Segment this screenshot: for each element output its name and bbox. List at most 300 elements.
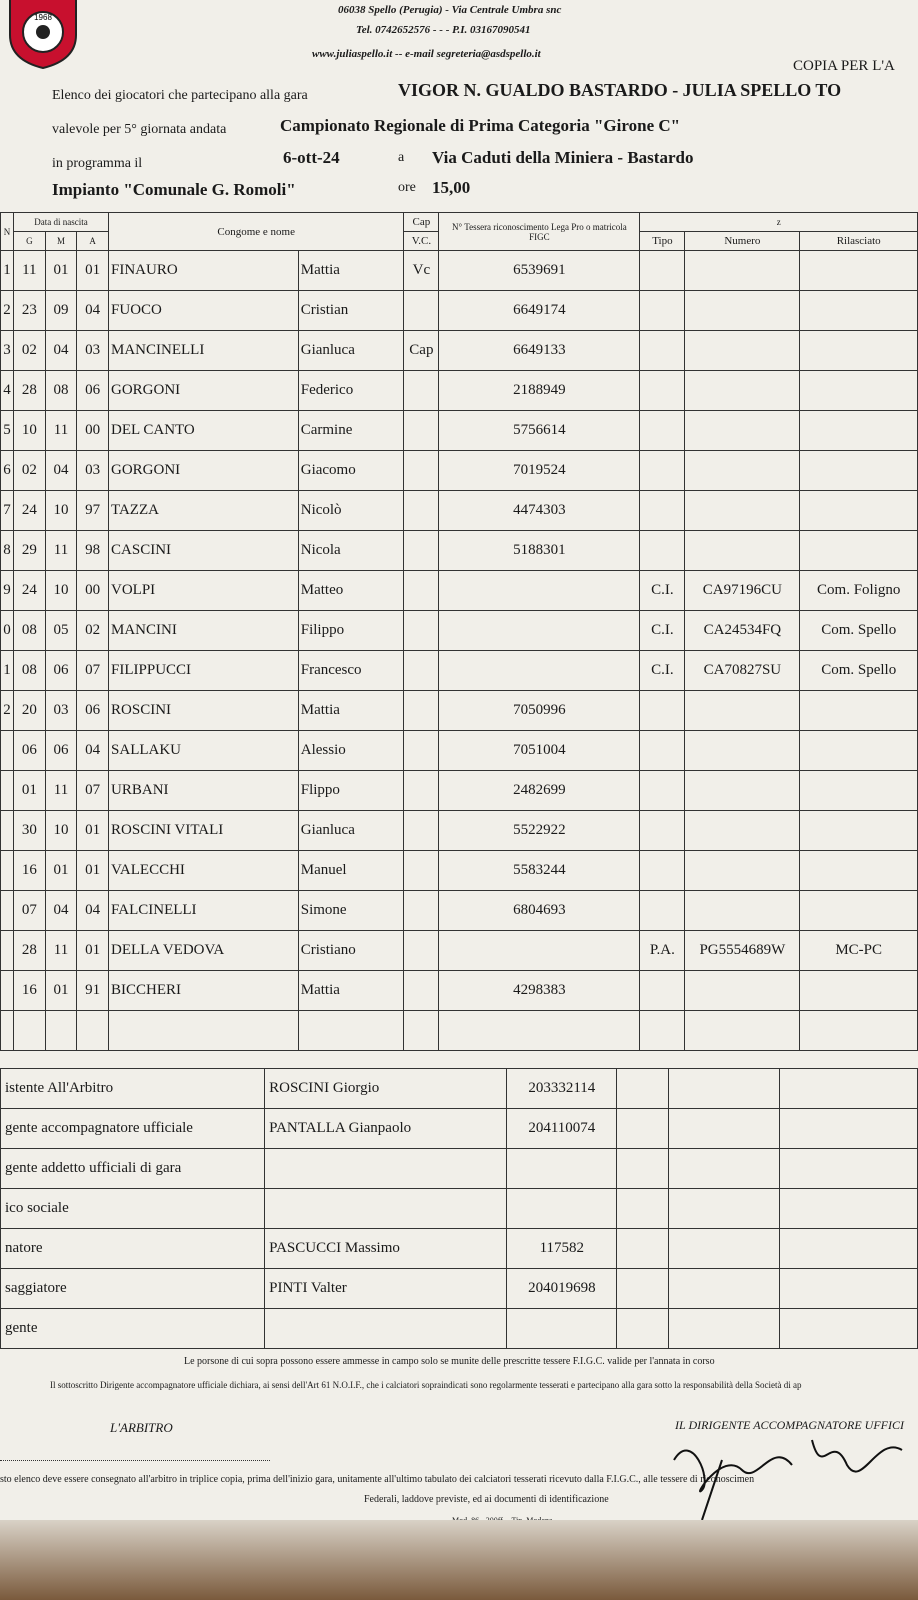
player-number (1, 851, 14, 891)
birth-year: 03 (77, 451, 109, 491)
card-number: 5188301 (439, 531, 640, 571)
player-surname: ROSCINI (109, 691, 299, 731)
birth-month: 04 (45, 451, 77, 491)
birth-day: 06 (14, 731, 46, 771)
captain-mark (404, 691, 439, 731)
doc-type (640, 971, 685, 1011)
col-name: Congome e nome (109, 213, 404, 251)
player-row (1, 531, 918, 571)
player-number: 2 (1, 291, 14, 331)
doc-type (640, 891, 685, 931)
players-table (0, 212, 918, 1051)
match-time: 15,00 (432, 178, 471, 197)
player-number (1, 971, 14, 1011)
captain-mark (404, 811, 439, 851)
player-first-name: Mattia (298, 691, 404, 731)
birth-year: 07 (77, 771, 109, 811)
doc-issued-by (800, 331, 918, 371)
card-number: 6649133 (439, 331, 640, 371)
match-title: VIGOR N. GUALDO BASTARDO - JULIA SPELLO TO (398, 80, 842, 100)
staff-row (1, 1109, 918, 1149)
doc-number (685, 531, 800, 571)
player-surname: FUOCO (109, 291, 299, 331)
birth-day: 10 (14, 411, 46, 451)
staff-blank-1 (617, 1109, 669, 1149)
player-row (1, 651, 918, 691)
staff-row (1, 1269, 918, 1309)
birth-year: 01 (77, 931, 109, 971)
staff-blank-1 (617, 1269, 669, 1309)
player-number: 1 (1, 251, 14, 291)
staff-card: 203332114 (507, 1069, 617, 1109)
card-number: 7019524 (439, 451, 640, 491)
card-number: 6649174 (439, 291, 640, 331)
player-surname: ROSCINI VITALI (109, 811, 299, 851)
staff-name: PANTALLA Gianpaolo (265, 1109, 507, 1149)
birth-year: 03 (77, 331, 109, 371)
staff-row (1, 1149, 918, 1189)
doc-number (685, 491, 800, 531)
staff-row (1, 1309, 918, 1349)
player-row (1, 731, 918, 771)
doc-type (640, 251, 685, 291)
player-row (1, 691, 918, 731)
birth-day: 23 (14, 291, 46, 331)
staff-blank-3 (779, 1229, 917, 1269)
player-first-name: Cristiano (298, 931, 404, 971)
doc-type (640, 731, 685, 771)
staff-card: 204110074 (507, 1109, 617, 1149)
doc-number (685, 891, 800, 931)
doc-number: CA70827SU (685, 651, 800, 691)
staff-blank-3 (779, 1069, 917, 1109)
doc-type (640, 291, 685, 331)
birth-month: 11 (45, 531, 77, 571)
birth-day: 01 (14, 771, 46, 811)
doc-issued-by: MC-PC (800, 931, 918, 971)
birth-month: 01 (45, 251, 77, 291)
footer-note-4: Federali, laddove previste, ed ai documenti di identificazione (364, 1494, 609, 1505)
program-label: in programma il (52, 156, 143, 171)
doc-number: CA97196CU (685, 571, 800, 611)
player-number: 6 (1, 451, 14, 491)
staff-blank-2 (668, 1269, 779, 1309)
doc-issued-by (800, 1011, 918, 1051)
player-first-name: Manuel (298, 851, 404, 891)
card-number: 4474303 (439, 491, 640, 531)
doc-number (685, 291, 800, 331)
birth-year: 06 (77, 371, 109, 411)
birth-year (77, 1011, 109, 1051)
footer-note-2: Il sottoscritto Dirigente accompagnatore ufficiale dichiara, ai sensi dell'Art 61 N.O.I.F., che i calciatori sopraindicati sono regolarmente tesserati e partecipano alla gara sotto la responsabilità della Società di ap (50, 1380, 802, 1390)
player-surname: BICCHERI (109, 971, 299, 1011)
club-address: 06038 Spello (Perugia) - Via Centrale Umbra snc (338, 4, 562, 16)
birth-year: 98 (77, 531, 109, 571)
captain-mark (404, 451, 439, 491)
doc-type (640, 371, 685, 411)
doc-issued-by (800, 491, 918, 531)
staff-table (0, 1068, 918, 1349)
birth-year: 02 (77, 611, 109, 651)
player-row (1, 891, 918, 931)
staff-name: PINTI Valter (265, 1269, 507, 1309)
staff-card (507, 1189, 617, 1229)
card-number (439, 1011, 640, 1051)
birth-month: 06 (45, 731, 77, 771)
manager-label: IL DIRIGENTE ACCOMPAGNATORE UFFICI (675, 1418, 905, 1432)
referee-label: L'ARBITRO (110, 1420, 173, 1435)
player-row (1, 571, 918, 611)
birth-year: 01 (77, 851, 109, 891)
captain-mark (404, 291, 439, 331)
doc-type: C.I. (640, 611, 685, 651)
doc-type (640, 411, 685, 451)
birth-month: 10 (45, 491, 77, 531)
player-number: 3 (1, 331, 14, 371)
doc-type: C.I. (640, 651, 685, 691)
doc-type (640, 771, 685, 811)
staff-role: ico sociale (1, 1189, 265, 1229)
valid-label: valevole per 5° giornata andata (52, 122, 227, 137)
staff-blank-3 (779, 1149, 917, 1189)
birth-day: 16 (14, 851, 46, 891)
player-row (1, 491, 918, 531)
card-number (439, 931, 640, 971)
staff-blank-1 (617, 1069, 669, 1109)
birth-day: 29 (14, 531, 46, 571)
player-surname: TAZZA (109, 491, 299, 531)
player-first-name: Filippo (298, 611, 404, 651)
doc-number (685, 331, 800, 371)
card-number: 5583244 (439, 851, 640, 891)
player-first-name: Matteo (298, 571, 404, 611)
staff-blank-2 (668, 1309, 779, 1349)
birth-month: 10 (45, 811, 77, 851)
player-row (1, 291, 918, 331)
player-first-name: Nicola (298, 531, 404, 571)
table-surface (0, 1520, 918, 1600)
captain-mark (404, 891, 439, 931)
birth-month: 11 (45, 931, 77, 971)
player-first-name: Simone (298, 891, 404, 931)
col-z: z (640, 213, 918, 232)
staff-row (1, 1229, 918, 1269)
captain-mark (404, 571, 439, 611)
birth-month: 11 (45, 771, 77, 811)
player-first-name: Cristian (298, 291, 404, 331)
doc-type (640, 851, 685, 891)
staff-name: ROSCINI Giorgio (265, 1069, 507, 1109)
card-number: 7050996 (439, 691, 640, 731)
doc-issued-by (800, 371, 918, 411)
doc-type (640, 491, 685, 531)
player-surname: GORGONI (109, 451, 299, 491)
doc-issued-by: Com. Spello (800, 611, 918, 651)
doc-issued-by (800, 291, 918, 331)
birth-month (45, 1011, 77, 1051)
staff-name: PASCUCCI Massimo (265, 1229, 507, 1269)
staff-blank-2 (668, 1229, 779, 1269)
player-number: 4 (1, 371, 14, 411)
staff-blank-2 (668, 1189, 779, 1229)
player-number (1, 811, 14, 851)
player-row (1, 971, 918, 1011)
staff-row (1, 1189, 918, 1229)
player-number (1, 891, 14, 931)
birth-year: 01 (77, 811, 109, 851)
player-row (1, 251, 918, 291)
doc-number (685, 731, 800, 771)
player-row (1, 371, 918, 411)
doc-type (640, 531, 685, 571)
player-row (1, 331, 918, 371)
card-number: 2482699 (439, 771, 640, 811)
birth-year: 97 (77, 491, 109, 531)
player-number (1, 771, 14, 811)
championship: Campionato Regionale di Prima Categoria "Girone C" (280, 116, 681, 135)
club-phone: Tel. 0742652576 - - - P.I. 03167090541 (356, 24, 531, 36)
player-surname: DELLA VEDOVA (109, 931, 299, 971)
doc-issued-by (800, 731, 918, 771)
birth-day: 08 (14, 651, 46, 691)
card-number: 6804693 (439, 891, 640, 931)
card-number (439, 651, 640, 691)
birth-month: 04 (45, 891, 77, 931)
captain-mark: Cap (404, 331, 439, 371)
card-number: 5522922 (439, 811, 640, 851)
staff-blank-1 (617, 1149, 669, 1189)
captain-mark: Vc (404, 251, 439, 291)
footer-note-1: Le porsone di cui sopra possono essere ammesse in campo solo se munite delle prescritte tessere F.I.G.C. valide per l'annata in corso (184, 1356, 715, 1367)
player-row (1, 771, 918, 811)
logo-year: 1968 (34, 13, 52, 22)
birth-year: 00 (77, 571, 109, 611)
player-first-name: Gianluca (298, 331, 404, 371)
doc-type (640, 811, 685, 851)
staff-role: gente accompagnatore ufficiale (1, 1109, 265, 1149)
player-surname: FINAURO (109, 251, 299, 291)
birth-year: 04 (77, 731, 109, 771)
doc-issued-by: Com. Spello (800, 651, 918, 691)
card-number: 6539691 (439, 251, 640, 291)
staff-name (265, 1149, 507, 1189)
player-row (1, 811, 918, 851)
player-first-name: Mattia (298, 971, 404, 1011)
staff-blank-3 (779, 1309, 917, 1349)
birth-year: 07 (77, 651, 109, 691)
staff-role: istente All'Arbitro (1, 1069, 265, 1109)
staff-role: gente addetto ufficiali di gara (1, 1149, 265, 1189)
doc-number (685, 691, 800, 731)
doc-type: C.I. (640, 571, 685, 611)
doc-number: CA24534FQ (685, 611, 800, 651)
birth-day: 07 (14, 891, 46, 931)
doc-issued-by (800, 531, 918, 571)
player-row (1, 451, 918, 491)
birth-month: 10 (45, 571, 77, 611)
player-first-name: Carmine (298, 411, 404, 451)
player-surname: GORGONI (109, 371, 299, 411)
doc-type (640, 451, 685, 491)
card-number (439, 611, 640, 651)
birth-year: 04 (77, 891, 109, 931)
doc-number (685, 811, 800, 851)
doc-issued-by (800, 811, 918, 851)
captain-mark (404, 931, 439, 971)
doc-issued-by (800, 971, 918, 1011)
birth-year: 06 (77, 691, 109, 731)
col-vc: V.C. (404, 232, 439, 251)
footer-note-3: sto elenco deve essere consegnato all'arbitro in triplice copia, prima dell'inizio gara, unitamente all'ultimo tabulato dei calciatori tesserati ricevuto dalla F.I.G.C., alle tessere di riconoscimen (0, 1474, 755, 1485)
player-surname: DEL CANTO (109, 411, 299, 451)
captain-mark (404, 971, 439, 1011)
col-dob: Data di nascita (14, 213, 109, 232)
player-first-name: Federico (298, 371, 404, 411)
player-first-name: Flippo (298, 771, 404, 811)
player-surname: VOLPI (109, 571, 299, 611)
doc-type (640, 691, 685, 731)
col-n: N (1, 213, 14, 251)
player-row (1, 931, 918, 971)
staff-row (1, 1069, 918, 1109)
player-row (1, 611, 918, 651)
player-surname: FALCINELLI (109, 891, 299, 931)
staff-blank-3 (779, 1189, 917, 1229)
player-surname: MANCINI (109, 611, 299, 651)
birth-month: 01 (45, 851, 77, 891)
player-row (1, 411, 918, 451)
birth-month: 06 (45, 651, 77, 691)
player-number (1, 731, 14, 771)
doc-issued-by (800, 851, 918, 891)
card-number (439, 571, 640, 611)
card-number: 5756614 (439, 411, 640, 451)
player-first-name: Alessio (298, 731, 404, 771)
player-number: 9 (1, 571, 14, 611)
birth-day: 11 (14, 251, 46, 291)
staff-card (507, 1309, 617, 1349)
doc-issued-by (800, 451, 918, 491)
captain-mark (404, 411, 439, 451)
birth-month: 03 (45, 691, 77, 731)
birth-day: 20 (14, 691, 46, 731)
doc-issued-by (800, 691, 918, 731)
player-row (1, 1011, 918, 1051)
birth-day: 24 (14, 491, 46, 531)
staff-blank-2 (668, 1109, 779, 1149)
doc-issued-by (800, 891, 918, 931)
birth-day: 02 (14, 331, 46, 371)
staff-blank-1 (617, 1189, 669, 1229)
player-first-name: Gianluca (298, 811, 404, 851)
club-web: www.juliaspello.it -- e-mail segreteria@asdspello.it (312, 48, 541, 60)
player-number: 1 (1, 651, 14, 691)
captain-mark (404, 371, 439, 411)
birth-month: 05 (45, 611, 77, 651)
player-row (1, 851, 918, 891)
staff-card: 117582 (507, 1229, 617, 1269)
birth-month: 01 (45, 971, 77, 1011)
player-surname: SALLAKU (109, 731, 299, 771)
player-surname: FILIPPUCCI (109, 651, 299, 691)
club-logo (6, 0, 80, 70)
staff-blank-1 (617, 1309, 669, 1349)
captain-mark (404, 491, 439, 531)
birth-day: 30 (14, 811, 46, 851)
col-tipo: Tipo (640, 232, 685, 251)
player-surname: URBANI (109, 771, 299, 811)
birth-day: 02 (14, 451, 46, 491)
player-first-name: Giacomo (298, 451, 404, 491)
birth-day: 28 (14, 371, 46, 411)
doc-issued-by: Com. Foligno (800, 571, 918, 611)
doc-type (640, 1011, 685, 1051)
col-rilasciato: Rilasciato (800, 232, 918, 251)
birth-month: 09 (45, 291, 77, 331)
col-a: A (77, 232, 109, 251)
birth-year: 04 (77, 291, 109, 331)
staff-name (265, 1189, 507, 1229)
col-m: M (45, 232, 77, 251)
birth-month: 11 (45, 411, 77, 451)
time-label: ore (398, 180, 416, 195)
birth-day: 16 (14, 971, 46, 1011)
doc-number (685, 851, 800, 891)
player-surname: VALECCHI (109, 851, 299, 891)
captain-mark (404, 731, 439, 771)
player-number (1, 1011, 14, 1051)
player-first-name: Nicolò (298, 491, 404, 531)
staff-blank-2 (668, 1069, 779, 1109)
staff-blank-3 (779, 1109, 917, 1149)
doc-number (685, 971, 800, 1011)
match-date: 6-ott-24 (283, 148, 340, 167)
player-surname: CASCINI (109, 531, 299, 571)
referee-signature-line (0, 1460, 270, 1461)
doc-number (685, 411, 800, 451)
birth-day: 28 (14, 931, 46, 971)
card-number: 7051004 (439, 731, 640, 771)
birth-day (14, 1011, 46, 1051)
birth-day: 24 (14, 571, 46, 611)
card-number: 2188949 (439, 371, 640, 411)
player-number (1, 931, 14, 971)
birth-year: 01 (77, 251, 109, 291)
doc-number (685, 1011, 800, 1051)
staff-card (507, 1149, 617, 1189)
doc-number (685, 371, 800, 411)
birth-month: 08 (45, 371, 77, 411)
staff-role: gente (1, 1309, 265, 1349)
venue-name: Impianto "Comunale G. Romoli" (52, 180, 296, 199)
player-surname (109, 1011, 299, 1051)
staff-name (265, 1309, 507, 1349)
birth-year: 91 (77, 971, 109, 1011)
at-label: a (398, 150, 405, 165)
staff-blank-2 (668, 1149, 779, 1189)
captain-mark (404, 1011, 439, 1051)
card-number: 4298383 (439, 971, 640, 1011)
captain-mark (404, 611, 439, 651)
captain-mark (404, 651, 439, 691)
doc-issued-by (800, 771, 918, 811)
player-number: 7 (1, 491, 14, 531)
doc-number (685, 251, 800, 291)
captain-mark (404, 531, 439, 571)
doc-issued-by (800, 251, 918, 291)
doc-issued-by (800, 411, 918, 451)
player-number: 8 (1, 531, 14, 571)
